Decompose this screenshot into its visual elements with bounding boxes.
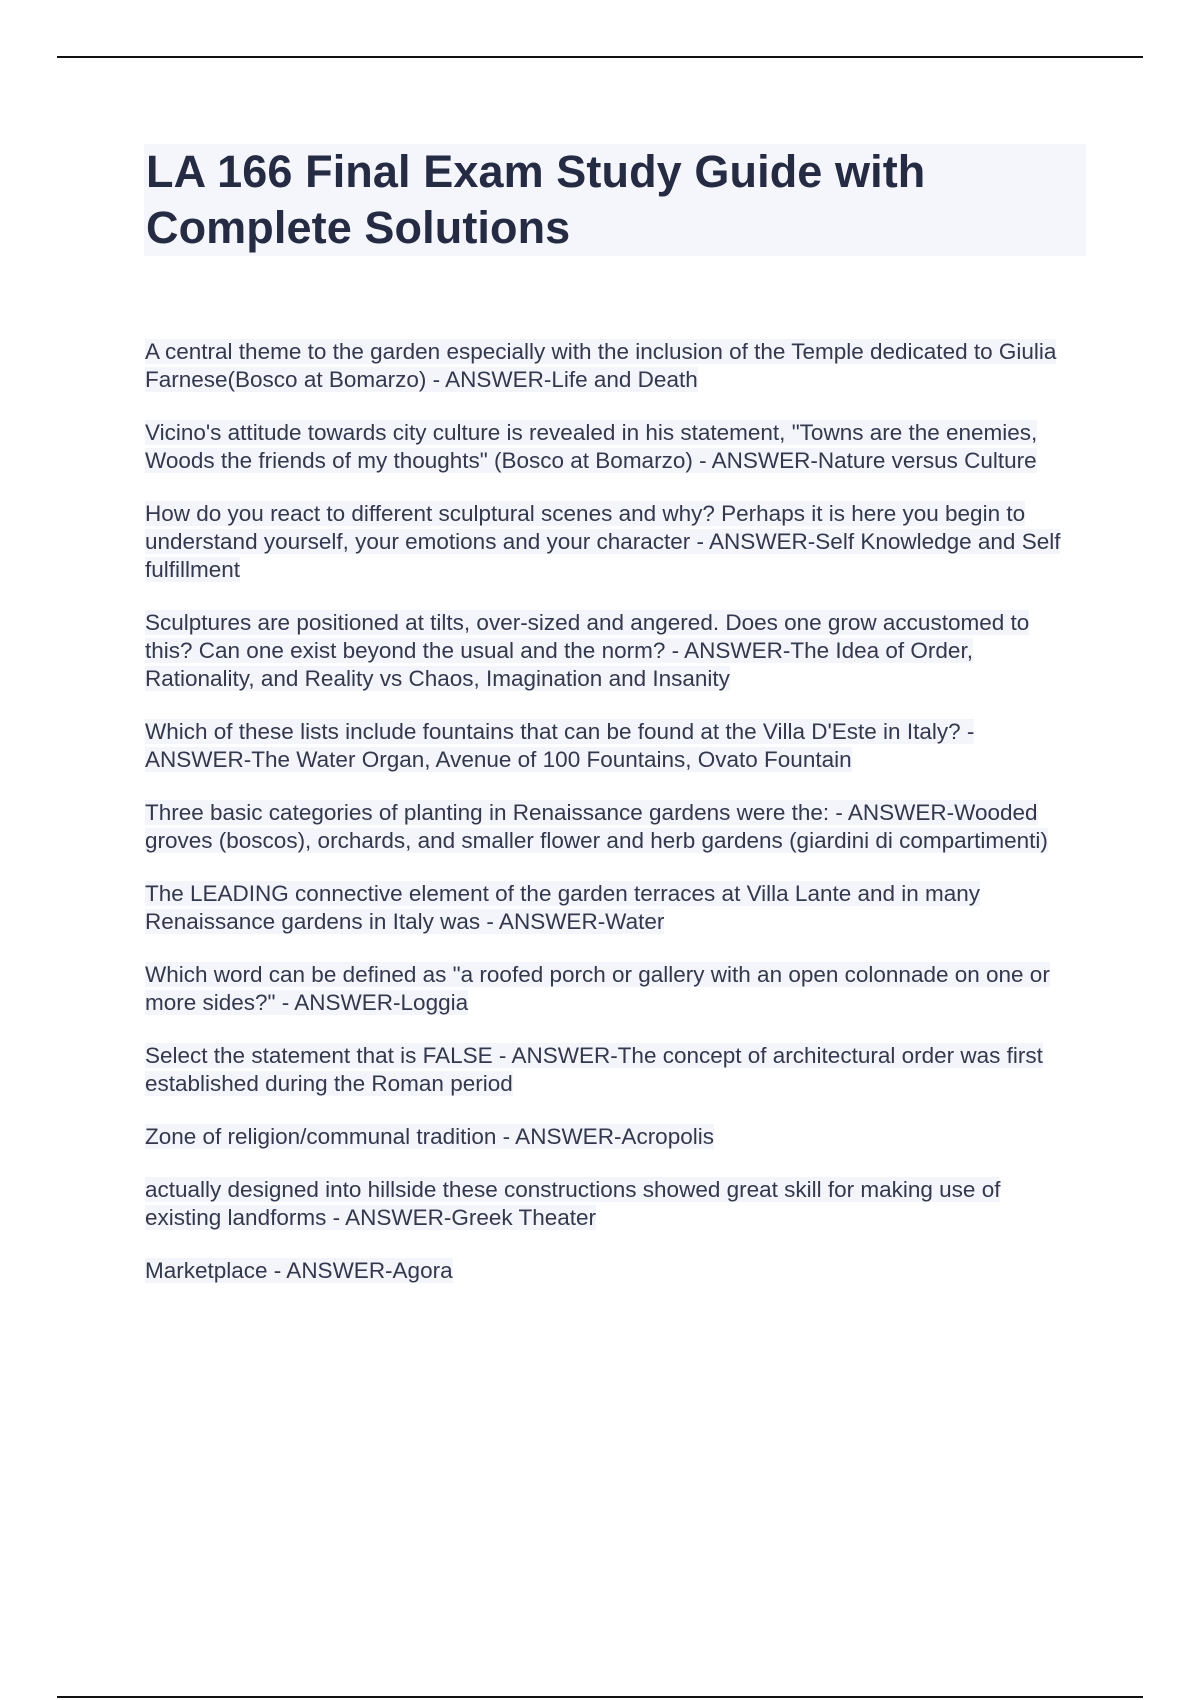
qa-text: Marketplace - ANSWER-Agora xyxy=(145,1258,453,1283)
qa-item xyxy=(145,609,1075,693)
qa-item xyxy=(145,718,1075,774)
qa-text: Select the statement that is FALSE - ANSWER-The concept of architectural order was first established during the Roman period xyxy=(145,1043,1043,1096)
qa-text: How do you react to different sculptural scenes and why? Perhaps it is here you begin to understand yourself, your emotions and your character - ANSWER-Self Knowledge and Self fulfillment xyxy=(145,501,1061,582)
qa-item xyxy=(145,1042,1075,1098)
qa-text: Which word can be defined as "a roofed porch or gallery with an open colonnade on one or more sides?" - ANSWER-Loggia xyxy=(145,962,1050,1015)
qa-item xyxy=(145,419,1075,475)
qa-list xyxy=(145,338,1075,1310)
qa-text: A central theme to the garden especially with the inclusion of the Temple dedicated to Giulia Farnese(Bosco at Bomarzo) - ANSWER-Life and Death xyxy=(145,339,1057,392)
qa-text: Three basic categories of planting in Renaissance gardens were the: - ANSWER-Wooded groves (boscos), orchards, and smaller flower and herb gardens (giardini di compartimenti) xyxy=(145,800,1048,853)
qa-item xyxy=(145,1176,1075,1232)
qa-item xyxy=(145,500,1075,584)
qa-text: actually designed into hillside these constructions showed great skill for making use of existing landforms - ANSWER-Greek Theater xyxy=(145,1177,1001,1230)
qa-item xyxy=(145,1123,1075,1151)
bottom-rule xyxy=(57,1696,1143,1698)
page-title: LA 166 Final Exam Study Guide with Complete Solutions xyxy=(146,146,926,253)
qa-text: The LEADING connective element of the garden terraces at Villa Lante and in many Renaissance gardens in Italy was - ANSWER-Water xyxy=(145,881,981,934)
title-block xyxy=(144,144,1086,256)
qa-text: Sculptures are positioned at tilts, over-sized and angered. Does one grow accustomed to this? Can one exist beyond the usual and the norm? - ANSWER-The Idea of Order, Rationality, and Reality vs Chaos, Imagination and Insanity xyxy=(145,610,1030,691)
qa-item xyxy=(145,880,1075,936)
qa-text: Which of these lists include fountains that can be found at the Villa D'Este in Italy? - ANSWER-The Water Organ, Avenue of 100 Fountains, Ovato Fountain xyxy=(145,719,975,772)
qa-text: Vicino's attitude towards city culture is revealed in his statement, "Towns are the enemies, Woods the friends of my thoughts" (Bosco at Bomarzo) - ANSWER-Nature versus Culture xyxy=(145,420,1038,473)
qa-item xyxy=(145,961,1075,1017)
qa-item xyxy=(145,799,1075,855)
qa-item xyxy=(145,1257,1075,1285)
top-rule xyxy=(57,56,1143,58)
qa-item xyxy=(145,338,1075,394)
qa-text: Zone of religion/communal tradition - ANSWER-Acropolis xyxy=(145,1124,714,1149)
